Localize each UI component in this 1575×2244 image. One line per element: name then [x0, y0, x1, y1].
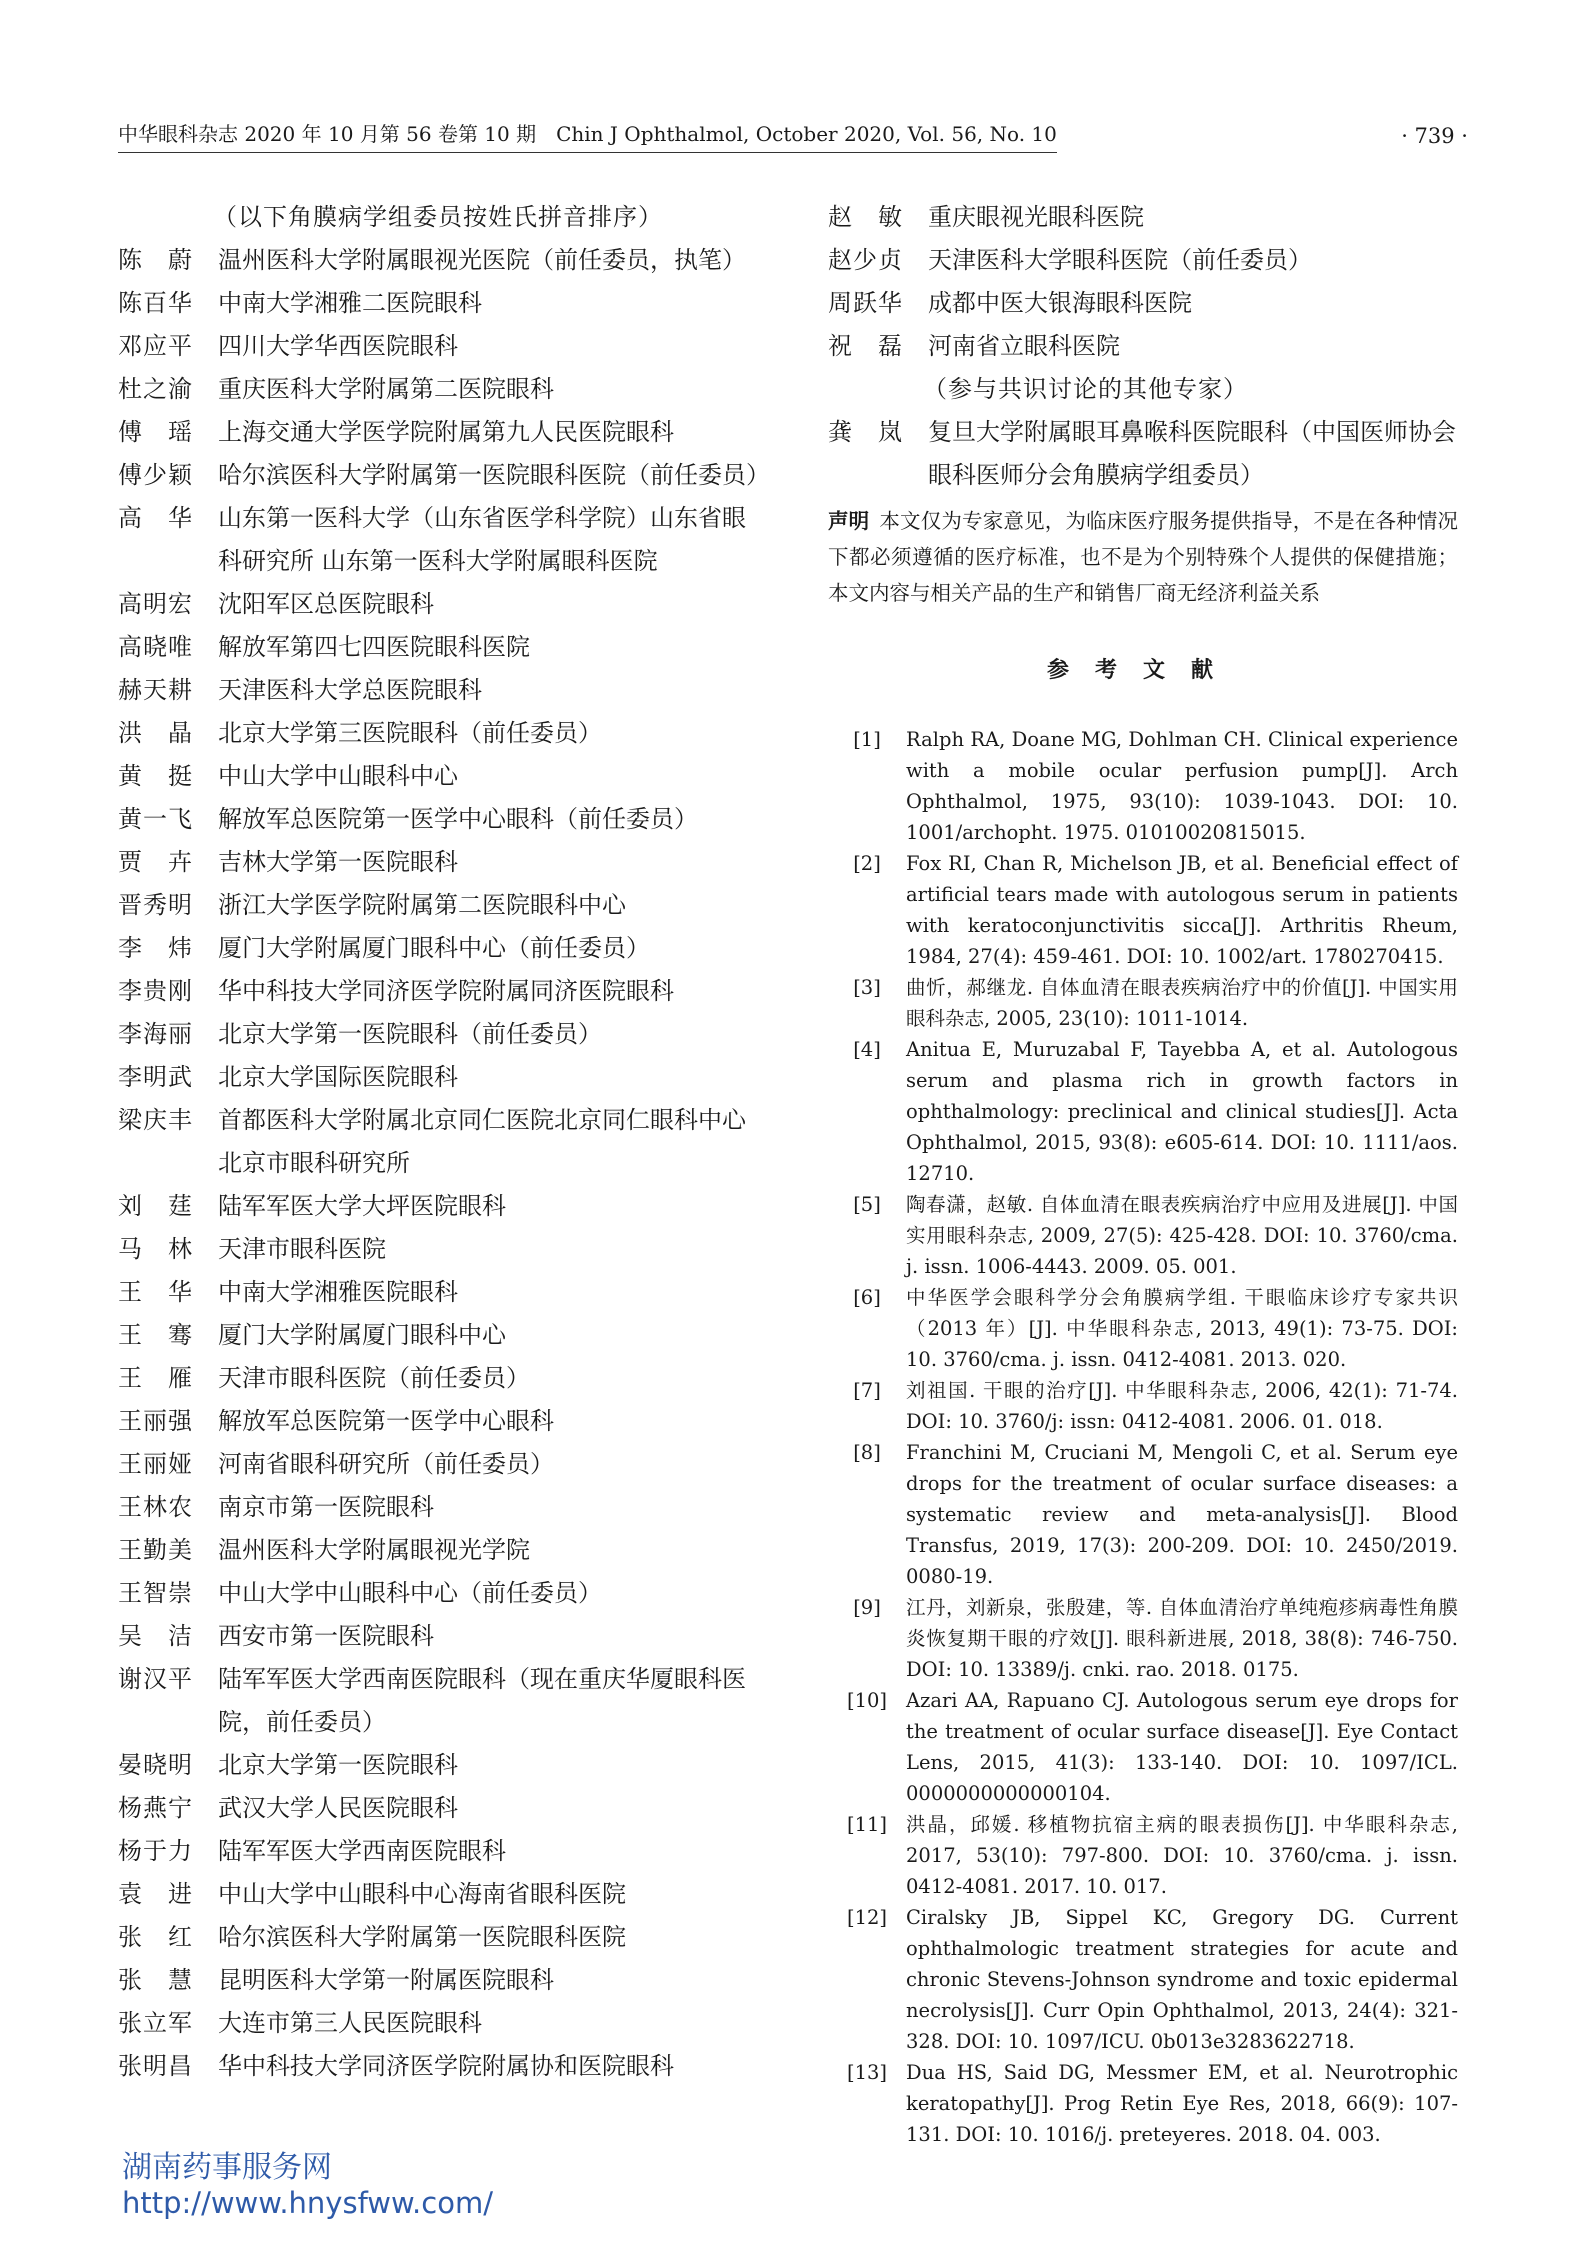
member-affiliation: 天津医科大学总医院眼科 [218, 676, 482, 704]
member-name: 张 慧 [118, 1966, 193, 1994]
member-affiliation: 河南省立眼科医院 [928, 332, 1120, 360]
reference-item [828, 1592, 1458, 1685]
member-name: 吴 洁 [118, 1622, 193, 1650]
member-affiliation: 昆明医科大学第一附属医院眼科 [218, 1966, 554, 1994]
member-name: 洪 晶 [118, 719, 193, 747]
member-entry [828, 196, 1458, 239]
member-name: 刘 莛 [118, 1192, 193, 1220]
member-affiliation: 中南大学湘雅二医院眼科 [218, 289, 482, 317]
member-name: 杨于力 [118, 1837, 193, 1865]
member-name: 王智崇 [118, 1579, 193, 1607]
member-entry [118, 239, 758, 282]
member-affiliation: 天津市眼科医院 [218, 1235, 386, 1263]
member-name: 谢汉平 [118, 1665, 193, 1693]
member-name: 晋秀明 [118, 891, 193, 919]
member-entry [118, 626, 758, 669]
member-name: 龚 岚 [828, 418, 903, 446]
member-affiliation: 浙江大学医学院附属第二医院眼科中心 [218, 891, 626, 919]
member-entry [118, 1056, 758, 1099]
watermark-site-name: 湖南药事服务网 [122, 2150, 332, 2185]
left-column [118, 196, 770, 2088]
reference-number: [2] [853, 852, 881, 875]
member-affiliation: 上海交通大学医学院附属第九人民医院眼科 [218, 418, 674, 446]
member-affiliation: 天津市眼科医院（前任委员） [218, 1364, 530, 1392]
member-affiliation: 南京市第一医院眼科 [218, 1493, 434, 1521]
reference-text: 陶春潇，赵敏. 自体血清在眼表疾病治疗中应用及进展[J]. 中国实用眼科杂志, 2009, 27(5): 425-428. DOI: 10. 3760/cma. j. issn. 1006-4443. 2009. 05. 001. [906, 1193, 1458, 1278]
member-name: 傅 瑶 [118, 418, 193, 446]
reference-text: 江丹，刘新泉，张殷建，等. 自体血清治疗单纯疱疹病毒性角膜炎恢复期干眼的疗效[J]. 眼科新进展, 2018, 38(8): 746-750. DOI: 10. 13389/j. cnki. rao. 2018. 0175. [906, 1596, 1458, 1681]
member-entry [118, 1357, 758, 1400]
member-affiliation: 北京大学第三医院眼科（前任委员） [218, 719, 602, 747]
reference-item [828, 1282, 1458, 1375]
member-affiliation: 成都中医大银海眼科医院 [928, 289, 1192, 317]
member-name: 王丽强 [118, 1407, 193, 1435]
member-list-right [828, 196, 1458, 368]
member-entry [118, 1185, 758, 1228]
member-name: 李 炜 [118, 934, 193, 962]
watermark-url[interactable]: http://www.hnysfww.com/ [122, 2186, 493, 2220]
references-title: 参考文献 [1046, 657, 1239, 683]
reference-number: [13] [846, 2061, 888, 2084]
reference-list [828, 724, 1458, 2150]
reference-number: [1] [853, 728, 881, 751]
member-name: 黄 挺 [118, 762, 193, 790]
reference-number: [5] [853, 1193, 881, 1216]
member-name: 晏晓明 [118, 1751, 193, 1779]
member-entry [118, 368, 758, 411]
member-entry [118, 325, 758, 368]
member-affiliation: 华中科技大学同济医学院附属同济医院眼科 [218, 977, 674, 1005]
reference-text: Fox RI, Chan R, Michelson JB, et al. Beneficial effect of artificial tears made with autologous serum in patients with keratoconjunctivitis sicca[J]. Arthritis Rheum, 1984, 27(4): 459-461. DOI: 10. 1002/art. 1780270415. [906, 852, 1458, 968]
member-name: 杨燕宁 [118, 1794, 193, 1822]
member-affiliation: 厦门大学附属厦门眼科中心（前任委员） [218, 934, 650, 962]
member-entry [828, 282, 1458, 325]
member-entry [118, 1658, 758, 1744]
member-affiliation: 解放军总医院第一医学中心眼科（前任委员） [218, 805, 698, 833]
member-entry [118, 1916, 758, 1959]
reference-text: Dua HS, Said DG, Messmer EM, et al. Neurotrophic keratopathy[J]. Prog Retin Eye Res, 2018, 66(9): 107-131. DOI: 10. 1016/j. preteyeres. 2018. 04. 003. [906, 2061, 1458, 2146]
member-entry [118, 411, 758, 454]
member-affiliation: 山东第一医科大学（山东省医学科学院）山东省眼科研究所 山东第一医科大学附属眼科医院 [218, 504, 746, 575]
reference-text: 中华医学会眼科学分会角膜病学组. 干眼临床诊疗专家共识（2013 年）[J]. 中华眼科杂志, 2013, 49(1): 73-75. DOI: 10. 3760/cma. j. issn. 0412-4081. 2013. 020. [906, 1286, 1458, 1371]
member-name: 祝 磊 [828, 332, 903, 360]
member-name: 周跃华 [828, 289, 903, 317]
member-affiliation: 北京大学第一医院眼科（前任委员） [218, 1020, 602, 1048]
member-affiliation: 哈尔滨医科大学附属第一医院眼科医院（前任委员） [218, 461, 770, 489]
member-affiliation: 武汉大学人民医院眼科 [218, 1794, 458, 1822]
member-name: 王丽娅 [118, 1450, 193, 1478]
reference-item [828, 2057, 1458, 2150]
member-affiliation: 重庆眼视光眼科医院 [928, 203, 1144, 231]
member-name: 王林农 [118, 1493, 193, 1521]
member-affiliation: 哈尔滨医科大学附属第一医院眼科医院 [218, 1923, 626, 1951]
member-entry [118, 755, 758, 798]
member-entry [118, 2045, 758, 2088]
member-name: 张立军 [118, 2009, 193, 2037]
member-name: 李海丽 [118, 1020, 193, 1048]
member-entry [118, 1873, 758, 1916]
member-entry [118, 1228, 758, 1271]
reference-text: Anitua E, Muruzabal F, Tayebba A, et al. Autologous serum and plasma rich in growth factors in ophthalmology: preclinical and clinical studies[J]. Acta Ophthalmol, 2015, 93(8): e605-614. DOI: 10. 1111/aos. 12710. [906, 1038, 1458, 1185]
site-watermark [122, 2150, 493, 2220]
member-name: 陈 蔚 [118, 246, 193, 274]
member-entry [118, 1744, 758, 1787]
member-entry [118, 1959, 758, 2002]
member-entry [118, 454, 770, 497]
member-name: 王 骞 [118, 1321, 193, 1349]
members-heading: （以下角膜病学组委员按姓氏拼音排序） [213, 203, 663, 231]
statement-text: 本文仅为专家意见，为临床医疗服务提供指导，不是在各种情况下都必须遵循的医疗标准，也不是为个别特殊个人提供的保健措施；本文内容与相关产品的生产和销售厂商无经济利益关系 [828, 509, 1459, 605]
reference-number: [12] [846, 1906, 888, 1929]
member-affiliation: 北京大学第一医院眼科 [218, 1751, 458, 1779]
member-name: 赵 敏 [828, 203, 903, 231]
reference-item [828, 1902, 1458, 2057]
member-affiliation: 首都医科大学附属北京同仁医院北京同仁眼科中心 北京市眼科研究所 [218, 1106, 746, 1177]
member-entry [118, 970, 758, 1013]
reference-text: Azari AA, Rapuano CJ. Autologous serum eye drops for the treatment of ocular surface disease[J]. Eye Contact Lens, 2015, 41(3): 133-140. DOI: 10. 1097/ICL. 0000000000000104. [906, 1689, 1458, 1805]
member-entry [118, 1529, 758, 1572]
member-entry [118, 841, 758, 884]
reference-item [828, 1375, 1458, 1437]
member-affiliation: 中山大学中山眼科中心海南省眼科医院 [218, 1880, 626, 1908]
member-entry [118, 1013, 758, 1056]
reference-item [828, 724, 1458, 848]
member-name: 袁 进 [118, 1880, 193, 1908]
member-affiliation: 陆军军医大学大坪医院眼科 [218, 1192, 506, 1220]
reference-item [828, 1034, 1458, 1189]
member-affiliation: 厦门大学附属厦门眼科中心 [218, 1321, 506, 1349]
journal-citation: 中华眼科杂志 2020 年 10 月第 56 卷第 10 期 Chin J Ophthalmol, October 2020, Vol. 56, No. 10 [118, 118, 1057, 153]
member-entry [828, 239, 1458, 282]
member-entry [118, 1830, 758, 1873]
member-entry [118, 1443, 758, 1486]
member-name: 高 华 [118, 504, 193, 532]
member-name: 邓应平 [118, 332, 193, 360]
member-entry [118, 1400, 758, 1443]
member-entry [118, 798, 758, 841]
member-affiliation: 吉林大学第一医院眼科 [218, 848, 458, 876]
member-affiliation: 中南大学湘雅医院眼科 [218, 1278, 458, 1306]
member-name: 马 林 [118, 1235, 193, 1263]
member-entry [118, 282, 758, 325]
right-column [828, 196, 1458, 2150]
member-affiliation: 陆军军医大学西南医院眼科 [218, 1837, 506, 1865]
member-affiliation: 大连市第三人民医院眼科 [218, 2009, 482, 2037]
member-name: 杜之渝 [118, 375, 193, 403]
running-header [118, 118, 1468, 154]
reference-item [828, 848, 1458, 972]
member-entry [118, 1314, 758, 1357]
member-affiliation: 中山大学中山眼科中心 [218, 762, 458, 790]
reference-text: 曲忻，郝继龙. 自体血清在眼表疾病治疗中的价值[J]. 中国实用眼科杂志, 2005, 23(10): 1011-1014. [906, 976, 1458, 1030]
member-affiliation: 沈阳军区总医院眼科 [218, 590, 434, 618]
reference-number: [11] [846, 1813, 888, 1836]
member-entry [118, 669, 758, 712]
member-entry [828, 411, 1458, 497]
reference-text: Franchini M, Cruciani M, Mengoli C, et al. Serum eye drops for the treatment of ocular surface diseases: a systematic review and meta-analysis[J]. Blood Transfus, 2019, 17(3): 200-209. DOI: 10. 2450/2019. 0080-19. [906, 1441, 1458, 1588]
member-entry [118, 583, 758, 626]
disclaimer-statement [828, 503, 1458, 611]
reference-item [828, 972, 1458, 1034]
member-name: 张 红 [118, 1923, 193, 1951]
member-entry [118, 1271, 758, 1314]
member-entry [118, 1615, 758, 1658]
page-number: · 739 · [1401, 124, 1468, 148]
reference-item [828, 1437, 1458, 1592]
member-affiliation: 河南省眼科研究所（前任委员） [218, 1450, 554, 1478]
member-name: 李明武 [118, 1063, 193, 1091]
member-affiliation: 解放军第四七四医院眼科医院 [218, 633, 530, 661]
reference-number: [6] [853, 1286, 881, 1309]
member-affiliation: 解放军总医院第一医学中心眼科 [218, 1407, 554, 1435]
member-affiliation: 西安市第一医院眼科 [218, 1622, 434, 1650]
reference-text: 洪晶，邱媛. 移植物抗宿主病的眼表损伤[J]. 中华眼科杂志, 2017, 53(10): 797-800. DOI: 10. 3760/cma. j. issn. 0412-4081. 2017. 10. 017. [906, 1813, 1458, 1898]
member-name: 赵少贞 [828, 246, 903, 274]
member-name: 黄一飞 [118, 805, 193, 833]
reference-number: [3] [853, 976, 881, 999]
reference-text: Ralph RA, Doane MG, Dohlman CH. Clinical experience with a mobile ocular perfusion pump[J]. Arch Ophthalmol, 1975, 93(10): 1039-1043. DOI: 10. 1001/archopht. 1975. 01010020815015. [906, 728, 1458, 844]
member-entry [118, 712, 758, 755]
member-name: 赫天耕 [118, 676, 193, 704]
reference-item [828, 1189, 1458, 1282]
member-affiliation: 陆军军医大学西南医院眼科（现在重庆华厦眼科医院，前任委员） [218, 1665, 746, 1736]
member-affiliation: 华中科技大学同济医学院附属协和医院眼科 [218, 2052, 674, 2080]
member-entry [118, 2002, 758, 2045]
member-affiliation: 四川大学华西医院眼科 [218, 332, 458, 360]
reference-number: [8] [853, 1441, 881, 1464]
reference-item [828, 1685, 1458, 1809]
other-experts-list [828, 411, 1458, 497]
member-entry [118, 1572, 758, 1615]
member-name: 李贵刚 [118, 977, 193, 1005]
member-name: 张明昌 [118, 2052, 193, 2080]
reference-text: Ciralsky JB, Sippel KC, Gregory DG. Current ophthalmologic treatment strategies for acute and chronic Stevens-Johnson syndrome and toxic epidermal necrolysis[J]. Curr Opin Ophthalmol, 2013, 24(4): 321-328. DOI: 10. 1097/ICU. 0b013e3283622718. [906, 1906, 1458, 2053]
member-affiliation: 复旦大学附属眼耳鼻喉科医院眼科（中国医师协会眼科医师分会角膜病学组委员） [928, 418, 1456, 489]
member-name: 王勤美 [118, 1536, 193, 1564]
member-affiliation: 天津医科大学眼科医院（前任委员） [928, 246, 1312, 274]
other-experts-heading: （参与共识讨论的其他专家） [923, 375, 1248, 403]
member-name: 王 雁 [118, 1364, 193, 1392]
member-entry [118, 1486, 758, 1529]
reference-number: [9] [853, 1596, 881, 1619]
statement-label: 声明 [828, 509, 870, 533]
member-list-left [118, 239, 770, 2088]
member-affiliation: 重庆医科大学附属第二医院眼科 [218, 375, 554, 403]
member-entry [118, 1787, 758, 1830]
member-entry [118, 884, 758, 927]
member-entry [118, 927, 758, 970]
member-name: 高晓唯 [118, 633, 193, 661]
member-affiliation: 温州医科大学附属眼视光医院（前任委员，执笔） [218, 246, 746, 274]
member-affiliation: 中山大学中山眼科中心（前任委员） [218, 1579, 602, 1607]
reference-number: [4] [853, 1038, 881, 1061]
member-name: 高明宏 [118, 590, 193, 618]
member-name: 傅少颖 [118, 461, 193, 489]
member-name: 王 华 [118, 1278, 193, 1306]
reference-number: [10] [846, 1689, 888, 1712]
reference-item [828, 1809, 1458, 1902]
member-name: 贾 卉 [118, 848, 193, 876]
member-name: 梁庆丰 [118, 1106, 193, 1134]
member-name: 陈百华 [118, 289, 193, 317]
member-affiliation: 北京大学国际医院眼科 [218, 1063, 458, 1091]
member-entry [828, 325, 1458, 368]
member-entry [118, 1099, 758, 1185]
member-affiliation: 温州医科大学附属眼视光学院 [218, 1536, 530, 1564]
reference-text: 刘祖国. 干眼的治疗[J]. 中华眼科杂志, 2006, 42(1): 71-74. DOI: 10. 3760/j: issn: 0412-4081. 2006. 01. 018. [906, 1379, 1458, 1433]
reference-number: [7] [853, 1379, 881, 1402]
member-entry [118, 497, 758, 583]
